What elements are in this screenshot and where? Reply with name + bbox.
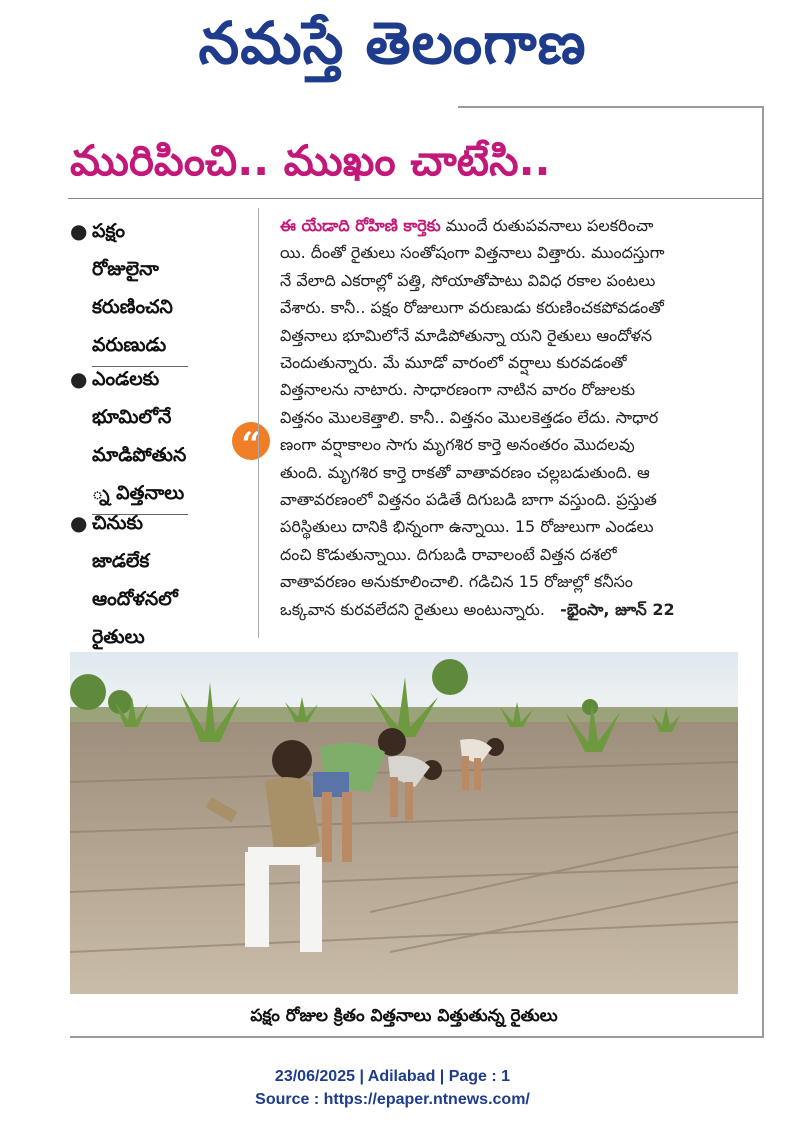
article-line-text: ముందే రుతుపవనాలు పలకరించా <box>440 216 654 235</box>
article-last-line: ఒక్కవాన కురవలేదని రైతులు అంటున్నారు. <box>280 599 545 619</box>
article-line: దంచి కొడుతున్నాయి. దిగుబడి రావాలంటే విత్తన దశలో <box>280 544 617 564</box>
footer-date-edition: 23/06/2025 | Adilabad | Page : 1 <box>274 1068 511 1085</box>
article-line: చెందుతున్నారు. మే మూడో వారంలో వర్షాలు కురవడంతో <box>280 353 627 373</box>
article-line: విత్తనాలను నాటారు. సాధారణంగా నాటిన వారం రోజులకు <box>280 380 636 400</box>
article-line: నే వేలాది ఎకరాల్లో పత్తి, సోయాతోపాటు వివిధ రకాల పంటలు <box>280 270 656 290</box>
pull-quote-line: జాడలేక <box>92 550 150 572</box>
article-line <box>280 212 740 239</box>
pull-quote-line: ఎండలకు <box>92 368 160 390</box>
pull-quote-line: మాడిపోతున <box>92 444 187 466</box>
article-line: వేశారు. కానీ.. పక్షం రోజులుగా వరుణుడు కరుణించకపోవడంతో <box>280 298 664 318</box>
photo-illustration <box>70 652 738 994</box>
article-line: వాతావరణంలో విత్తనం పడితే దిగుబడి బాగా వస్తుంది. ప్రస్తుత <box>280 490 657 510</box>
pull-quote-line: భూమిలోనే <box>92 406 172 428</box>
article-kicker: ఈ యేడాది రోహిణి కార్తెకు <box>280 216 441 235</box>
pull-quote-line: పక్షం <box>92 220 126 242</box>
pull-quote-line: ఆందోళనలో <box>92 588 178 610</box>
pull-quote-line: చినుకు <box>92 512 143 534</box>
article-line: యి. దీంతో రైతులు సంతోషంగా విత్తనాలు విత్తారు. ముందస్తుగా <box>280 243 665 263</box>
dateline: -భైంసా, జూన్ 22 <box>560 599 675 619</box>
pull-quote-1 <box>70 212 220 367</box>
headline-rule <box>68 198 762 199</box>
pull-quote-line: రోజులైనా <box>92 258 159 280</box>
bullet-icon: ● <box>70 511 88 535</box>
masthead: నమస్తే తెలంగాణ <box>198 9 587 77</box>
bullet-icon: ● <box>70 219 88 243</box>
article-line: విత్తనాలు భూమిలోనే మాడిపోతున్నా యని రైతులు ఆందోళన <box>280 325 653 345</box>
pull-quote-3 <box>70 504 220 656</box>
quote-icon: “ <box>232 422 270 460</box>
pull-quote-line: కరుణించని <box>92 296 173 318</box>
article-line: ణంగా వర్షాకాలం సాగు మృగశిర కార్తె అనంతరం మొదలవు <box>280 435 635 455</box>
footer-source: Source : https://epaper.ntnews.com/ <box>255 1091 530 1108</box>
frame-top-border <box>458 106 764 108</box>
article-line: వాతావరణం అనుకూలించాలి. గడిచిన 15 రోజుల్లో కనీసం <box>280 572 633 592</box>
article-line <box>280 596 740 623</box>
article-line: పరిస్థితులు దానికి భిన్నంగా ఉన్నాయి. 15 రోజులుగా ఎండలు <box>280 517 654 537</box>
farmers-sowing-photo <box>70 652 738 994</box>
pull-quote-line: రైతులు <box>92 626 145 648</box>
bullet-icon: ● <box>70 367 88 391</box>
article-body <box>280 212 740 623</box>
article-line: తుంది. మృగశిర కార్తె రాకతో వాతావరణం చల్లబడుతుంది. ఆ <box>280 462 650 482</box>
pull-quote-line: వరుణుడు <box>92 334 167 356</box>
frame-right-border <box>762 106 764 1038</box>
photo-caption: పక్షం రోజుల క్రితం విత్తనాలు విత్తుతున్న రైతులు <box>250 1006 558 1026</box>
headline: మురిపించి.. ముఖం చాటేసి.. <box>70 136 551 185</box>
article-line: విత్తనం మొలకెత్తాలి. కానీ.. విత్తనం మొలకెత్తడం లేదు. సాధార <box>280 407 659 427</box>
pull-quote-line: ్న విత్తనాలు <box>92 482 185 504</box>
pull-quote-2 <box>70 360 220 515</box>
column-divider <box>258 208 259 638</box>
frame-bottom-border <box>70 1036 764 1038</box>
